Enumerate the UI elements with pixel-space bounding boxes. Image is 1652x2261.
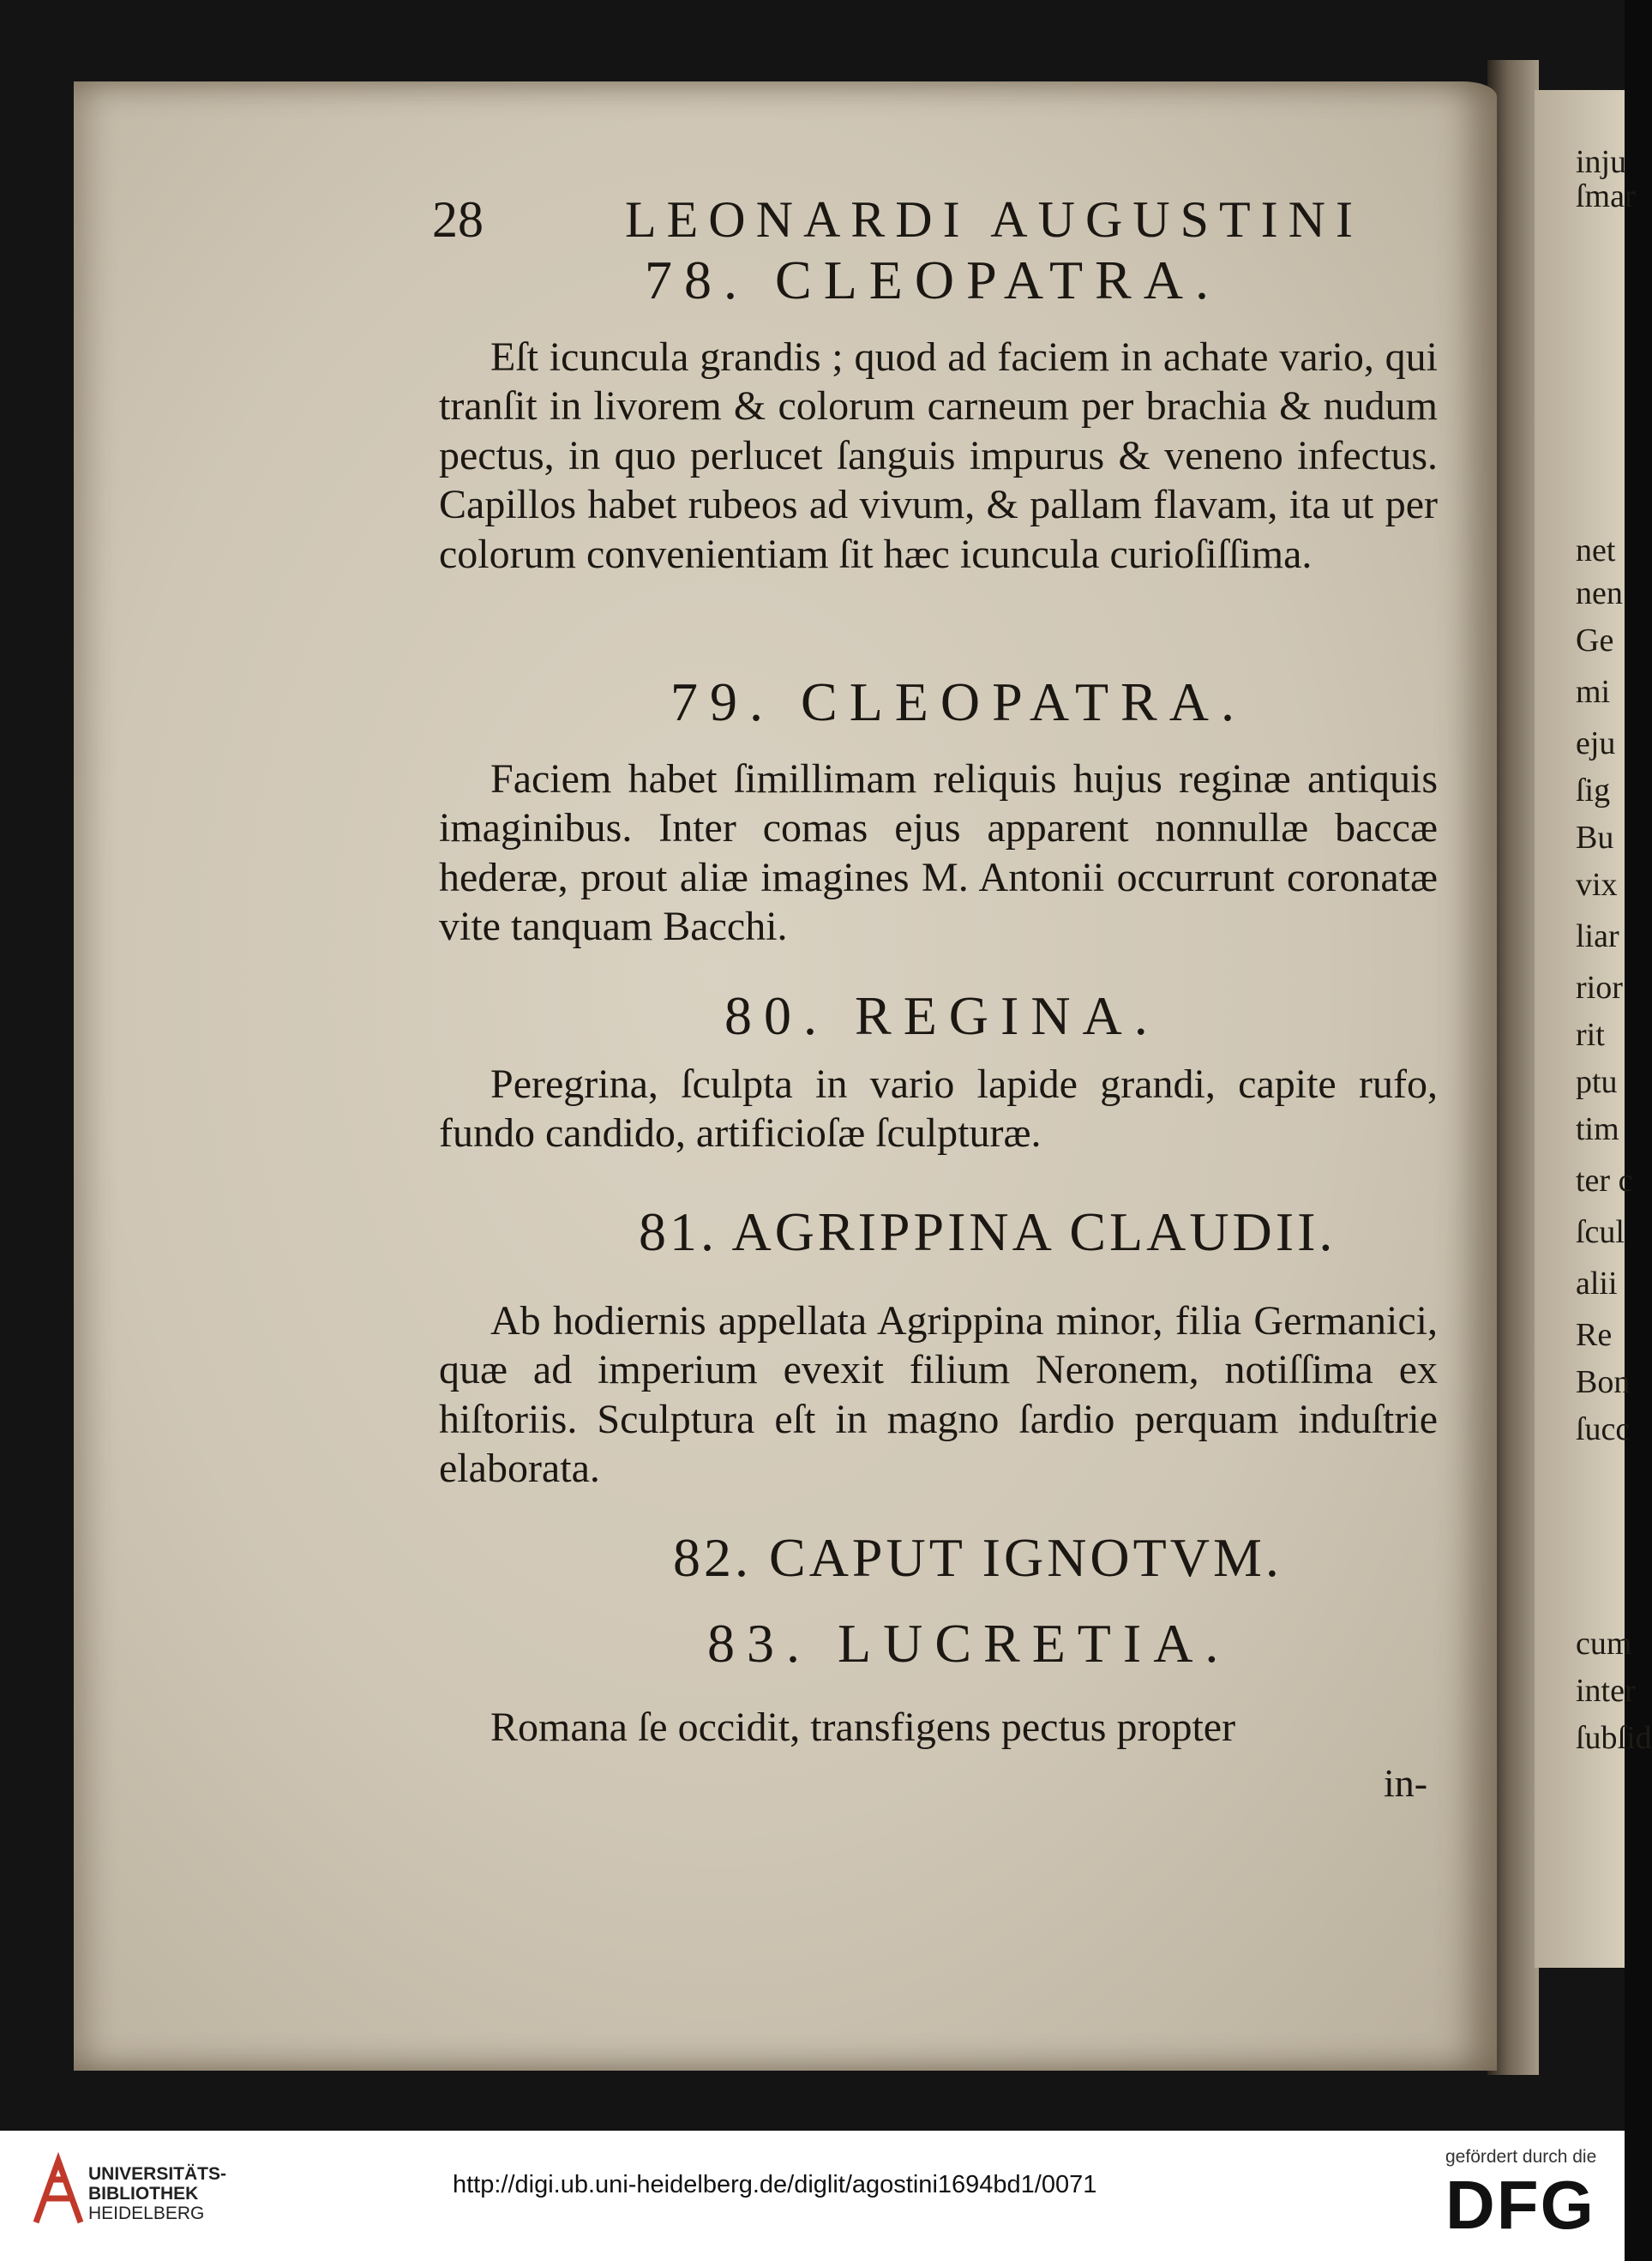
catchword: in- xyxy=(1384,1761,1428,1805)
facing-page-fragment: tim xyxy=(1576,1111,1619,1147)
facing-page-fragment: inter xyxy=(1576,1673,1636,1709)
facing-page-fragment: ſmar xyxy=(1576,178,1636,214)
entry-title: 80. REGINA. xyxy=(724,985,1160,1046)
entry-title: 81. AGRIPPINA CLAUDII. xyxy=(639,1201,1337,1262)
running-head xyxy=(432,190,1363,250)
entry-text: Ab hodiernis appellata Agrippina minor, filia Germanici, quæ ad imperium evexit filium Neronem, notiſſima ex hiſtoriis. Sculptura eſt in magno ſardio perquam induſtrie elaborata. xyxy=(439,1298,1438,1492)
facing-page-fragment: vix xyxy=(1576,867,1618,903)
funded-by-label: gefördert durch die xyxy=(1445,2147,1597,2167)
facing-page-fragment: net xyxy=(1576,532,1616,568)
permalink[interactable]: http://digi.ub.uni-heidelberg.de/diglit/agostini1694bd1/0071 xyxy=(453,2171,1097,2198)
facing-page-fragment: eju xyxy=(1576,725,1616,761)
entry-title: 82. CAPUT IGNOTVM. xyxy=(673,1527,1283,1588)
entry-text: Faciem habet ſimillimam reliquis hujus reginæ antiquis imaginibus. Inter comas ejus apparent nonnullæ baccæ hederæ, prout aliæ imagines M. Antonii occurrunt coronatæ vite tanquam Bacchi. xyxy=(439,756,1438,950)
facing-page-fragment: cum xyxy=(1576,1626,1632,1662)
entry-paragraph xyxy=(439,755,1438,952)
library-name-line: UNIVERSITÄTS- xyxy=(88,2164,227,2184)
facing-page-fragment: alii xyxy=(1576,1266,1618,1302)
facing-page-fragment: ſucc xyxy=(1576,1411,1631,1447)
facing-page-fragment: Bon xyxy=(1576,1364,1631,1400)
facing-page-fragment: rior xyxy=(1576,970,1623,1006)
facing-page-fragment: Re xyxy=(1576,1317,1613,1353)
library-name-line: BIBLIOTHEK xyxy=(88,2184,199,2204)
entry-title: 78. CLEOPATRA. xyxy=(645,250,1221,310)
entry-paragraph xyxy=(439,1296,1438,1494)
facing-page-fragment: ter c xyxy=(1576,1163,1633,1199)
entry-text: Romana ſe occidit, transfigens pectus propter xyxy=(490,1705,1236,1750)
facing-page-fragment: Ge xyxy=(1576,622,1614,658)
facing-page-fragment: ſig xyxy=(1576,773,1611,809)
library-name-line: HEIDELBERG xyxy=(88,2204,205,2223)
facing-page-fragment: ptu xyxy=(1576,1064,1618,1100)
page-number: 28 xyxy=(432,191,484,248)
library-logo-icon xyxy=(33,2154,84,2229)
entry-title: 79. CLEOPATRA. xyxy=(670,671,1247,732)
entry-text: Peregrina, ſculpta in vario lapide grandi, capite rufo, fundo candido, artificioſæ ſculpturæ. xyxy=(439,1061,1438,1157)
facing-page-fragment: liar xyxy=(1576,918,1619,954)
dfg-logo: DFG xyxy=(1445,2167,1595,2243)
entry-paragraph xyxy=(439,1060,1438,1158)
entry-paragraph xyxy=(439,1703,1438,1752)
facing-page-fragment: inju xyxy=(1576,144,1627,180)
entry-title: 83. LUCRETIA. xyxy=(707,1613,1231,1674)
entry-paragraph xyxy=(439,333,1438,579)
facing-page-fragment: nen xyxy=(1576,575,1623,611)
running-head-title: LEONARDI AUGUSTINI xyxy=(625,191,1363,248)
facing-page-fragment: ſcul xyxy=(1576,1214,1625,1250)
entry-text: Eſt icuncula grandis ; quod ad faciem in achate vario, qui tranſit in livorem & colorum carneum per brachia & nudum pectus, in quo perlucet ſanguis impurus & veneno infectus. Capillos habet rubeos ad vivum, & pallam flavam, ita ut per colorum convenientiam ſit hæc icuncula curioſiſſima. xyxy=(439,334,1438,577)
facing-page-fragment: ſubſid xyxy=(1576,1720,1652,1756)
facing-page-fragment: Bu xyxy=(1576,820,1614,856)
facing-page-fragment: rit xyxy=(1576,1017,1605,1053)
library-name xyxy=(88,2164,226,2223)
facing-page-fragment: mi xyxy=(1576,674,1611,710)
